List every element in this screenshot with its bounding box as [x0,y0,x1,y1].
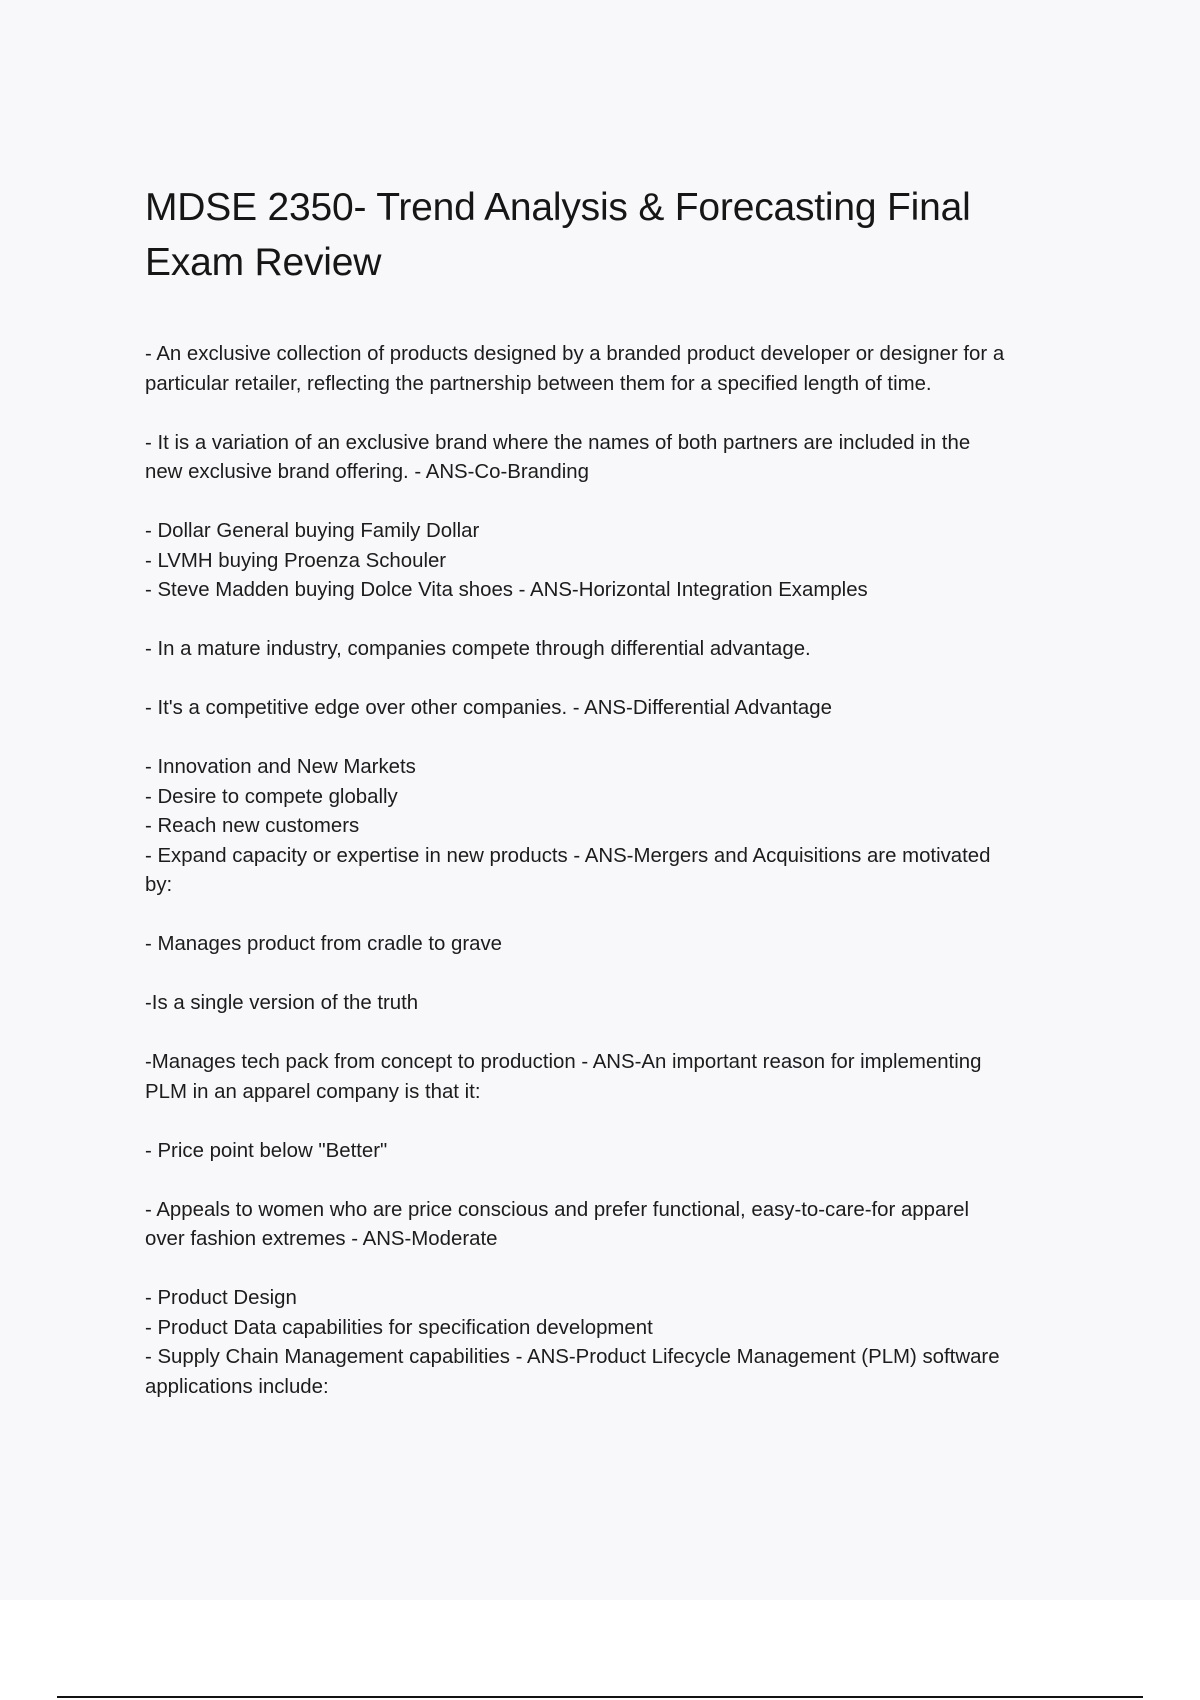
text-line: - Manages product from cradle to grave [145,933,503,955]
qa-block [145,753,1085,901]
text-line: new exclusive brand offering. - ANS-Co-Branding [145,461,589,483]
text-line: - In a mature industry, companies compete through differential advantage. [145,638,811,660]
text-line: particular retailer, reflecting the partnership between them for a specified length of time. [145,372,932,395]
text-line: applications include: [145,1375,329,1398]
text-line: - Innovation and New Markets [145,756,416,778]
qa-block [145,989,1085,1019]
qa-block [145,1048,1085,1107]
qa-block [145,1196,1085,1255]
text-line: - An exclusive collection of products designed by a branded product developer or designer for a [145,343,1005,365]
qa-block [145,694,1085,724]
text-line: - It's a competitive edge over other companies. - ANS-Differential Advantage [145,697,832,719]
footer-divider [57,1696,1143,1698]
text-line: -Manages tech pack from concept to production - ANS-An important reason for implementing [145,1051,982,1073]
text-line: - Expand capacity or expertise in new products - ANS-Mergers and Acquisitions are motivated [145,844,991,867]
qa-block [145,930,1085,960]
text-line: - Dollar General buying Family Dollar [145,520,480,542]
qa-block [145,340,1085,399]
text-line: - Product Data capabilities for specification development [145,1316,653,1339]
text-line: - Reach new customers [145,815,360,837]
text-line: - Product Design [145,1287,297,1309]
qa-block [145,1284,1085,1402]
text-line: -Is a single version of the truth [145,992,419,1014]
title-line: MDSE 2350- Trend Analysis & Forecasting Final [145,186,971,229]
text-line: - Price point below "Better" [145,1139,388,1162]
text-line: - It is a variation of an exclusive brand where the names of both partners are included in the [145,431,971,454]
qa-block [145,635,1085,665]
text-line: - Appeals to women who are price conscious and prefer functional, easy-to-care-for apparel [145,1198,969,1221]
text-line: - Supply Chain Management capabilities - ANS-Product Lifecycle Management (PLM) software [145,1346,1000,1368]
document-title [145,180,1085,290]
text-line: - LVMH buying Proenza Schouler [145,549,447,572]
qa-block [145,1137,1085,1167]
text-line: by: [145,874,173,896]
document-content [145,180,1085,1432]
qa-block [145,517,1085,606]
text-line: - Desire to compete globally [145,785,398,808]
qa-block [145,429,1085,488]
text-line: over fashion extremes - ANS-Moderate [145,1228,498,1250]
title-line: Exam Review [145,241,382,284]
text-line: PLM in an apparel company is that it: [145,1080,481,1103]
text-line: - Steve Madden buying Dolce Vita shoes - ANS-Horizontal Integration Examples [145,579,868,601]
